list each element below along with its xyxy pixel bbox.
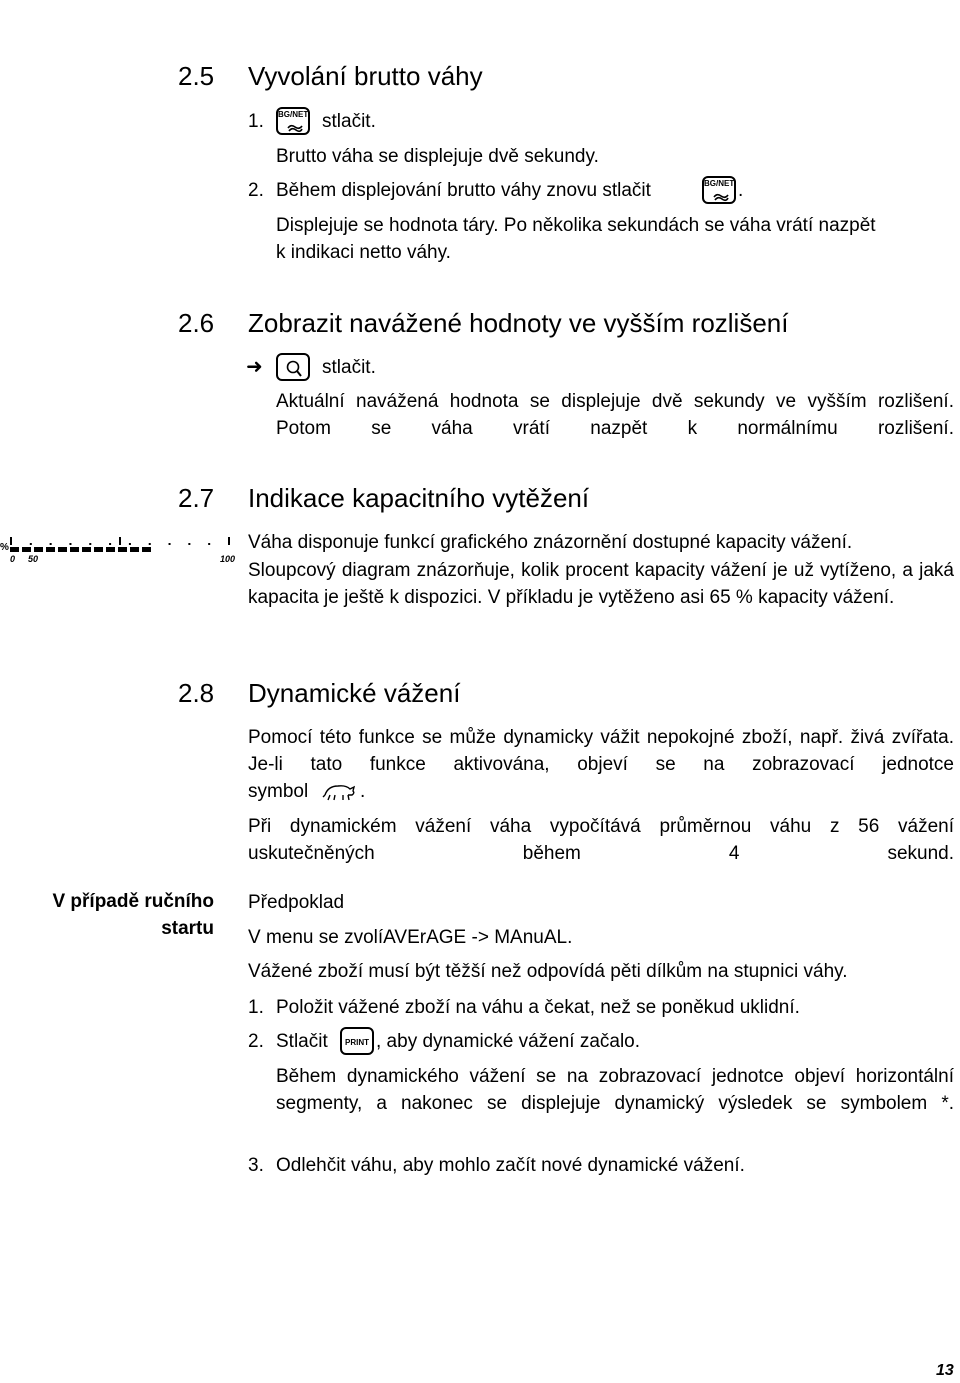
step-text: Položit vážené zboží na váhu a čekat, než se poněkud uklidní. (276, 997, 800, 1018)
print-key-icon: PRINT (340, 1027, 374, 1055)
step-number: 2. (248, 1031, 264, 1052)
paragraph: Pomocí této funkce se může dynamicky vážit nepokojné zboží, např. živá zvířata. Je-li tato funkce aktivována, objeví se na zobrazovací jednotce (248, 727, 954, 775)
scale-tick (119, 537, 121, 545)
bg-net-key-icon: BG/NET (702, 176, 736, 204)
capacity-bar-segment (70, 547, 79, 552)
step-number: 2. (248, 180, 264, 201)
section-2-5-number: 2.5 (178, 61, 215, 91)
capacity-bar-segment (34, 547, 43, 552)
weight-note: Vážené zboží musí být těžší než odpovídá pěti dílkům na stupnici váhy. (248, 961, 848, 982)
capacity-bar-segment (142, 547, 151, 552)
step-text: Odlehčit váhu, aby mohlo začít nové dynamické vážení. (276, 1155, 745, 1176)
section-2-5-title: Vyvolání brutto váhy (248, 61, 483, 91)
scale-dot (89, 543, 91, 545)
scale-dot (69, 543, 71, 545)
step-result: k indikaci netto váhy. (276, 242, 451, 263)
menu-instruction: V menu se zvolíAVErAGE -> MAnuAL. (248, 927, 573, 948)
paragraph: Při dynamickém vážení váha vypočítává průměrnou váhu z 56 vážení uskutečněných během 4 sekund. (248, 816, 954, 864)
scale-tick (10, 537, 12, 545)
step-number: 1. (248, 111, 264, 132)
zoom-key-icon (276, 353, 310, 381)
prerequisite-label: Předpoklad (248, 892, 345, 913)
scale-label-100: 100 (220, 554, 236, 564)
section-2-7-number: 2.7 (178, 483, 215, 513)
scale-dot (109, 543, 111, 545)
page-number: 13 (936, 1362, 954, 1379)
scale-dot (188, 543, 190, 545)
bg-net-key-icon: BG/NET (276, 107, 310, 135)
step-result: Displejuje se hodnota táry. Po několika sekundách se váha vrátí nazpět (276, 215, 876, 236)
section-2-6-number: 2.6 (178, 308, 215, 338)
action-text: stlačit. (322, 357, 376, 378)
step-text: , aby dynamické vážení začalo. (376, 1031, 641, 1052)
step-text: Stlačit (276, 1031, 328, 1052)
section-2-7-title: Indikace kapacitního vytěžení (248, 483, 590, 513)
capacity-bar-segment (130, 547, 139, 552)
capacity-bar-segment (46, 547, 55, 552)
scale-dot (169, 543, 171, 545)
scale-dot (30, 543, 32, 545)
side-heading: V případě ručního startu (52, 891, 214, 939)
scale-dot (50, 543, 52, 545)
result-paragraph: Aktuální navážená hodnota se displejuje dvě sekundy ve vyšším rozlišení. Potom se váha vrátí nazpět k normálnímu rozlišení. (276, 391, 954, 439)
step-number: 3. (248, 1155, 264, 1176)
paragraph: Sloupcový diagram znázorňuje, kolik procent kapacity vážení je už vytíženo, a jaká kapacita je ještě k dispozici. V příkladu je vytěženo asi 65 % kapacity vážení. (248, 560, 954, 608)
capacity-bar-segment (58, 547, 67, 552)
capacity-bar-segment (82, 547, 91, 552)
capacity-bar-graphic (0, 524, 240, 570)
step-number: 1. (248, 997, 264, 1018)
scale-tick (228, 537, 230, 545)
scale-dot (208, 543, 210, 545)
step-result: Během dynamického vážení se na zobrazovací jednotce objeví horizontální segmenty, a nakonec se displejuje dynamický výsledek se symbolem *. (276, 1066, 954, 1114)
arrow-icon: ➜ (246, 356, 263, 378)
percent-symbol: % (0, 542, 9, 553)
paragraph: Váha disponuje funkcí grafického znázornění dostupné kapacity vážení. (248, 532, 853, 553)
step-text: stlačit. (322, 111, 376, 132)
capacity-bar-segment (94, 547, 103, 552)
scale-label-50: 50 (28, 554, 39, 564)
scale-dot (129, 543, 131, 545)
section-2-8-number: 2.8 (178, 678, 215, 708)
capacity-bar-segment (106, 547, 115, 552)
paragraph-period: . (360, 781, 366, 802)
capacity-bar-segment (118, 547, 127, 552)
animal-symbol-icon (322, 780, 358, 802)
step-result: Brutto váha se displejuje dvě sekundy. (276, 146, 599, 167)
scale-label-0: 0 (10, 554, 16, 564)
step-text: Během displejování brutto váhy znovu stlačit (276, 180, 651, 201)
capacity-bar-segment (22, 547, 31, 552)
step-text-period: . (738, 180, 744, 201)
section-2-8-title: Dynamické vážení (248, 678, 461, 708)
section-2-6-title: Zobrazit navážené hodnoty ve vyšším rozlišení (248, 308, 789, 338)
scale-dot (149, 543, 151, 545)
paragraph-end: symbol (248, 781, 309, 802)
capacity-bar-segment (10, 547, 19, 552)
